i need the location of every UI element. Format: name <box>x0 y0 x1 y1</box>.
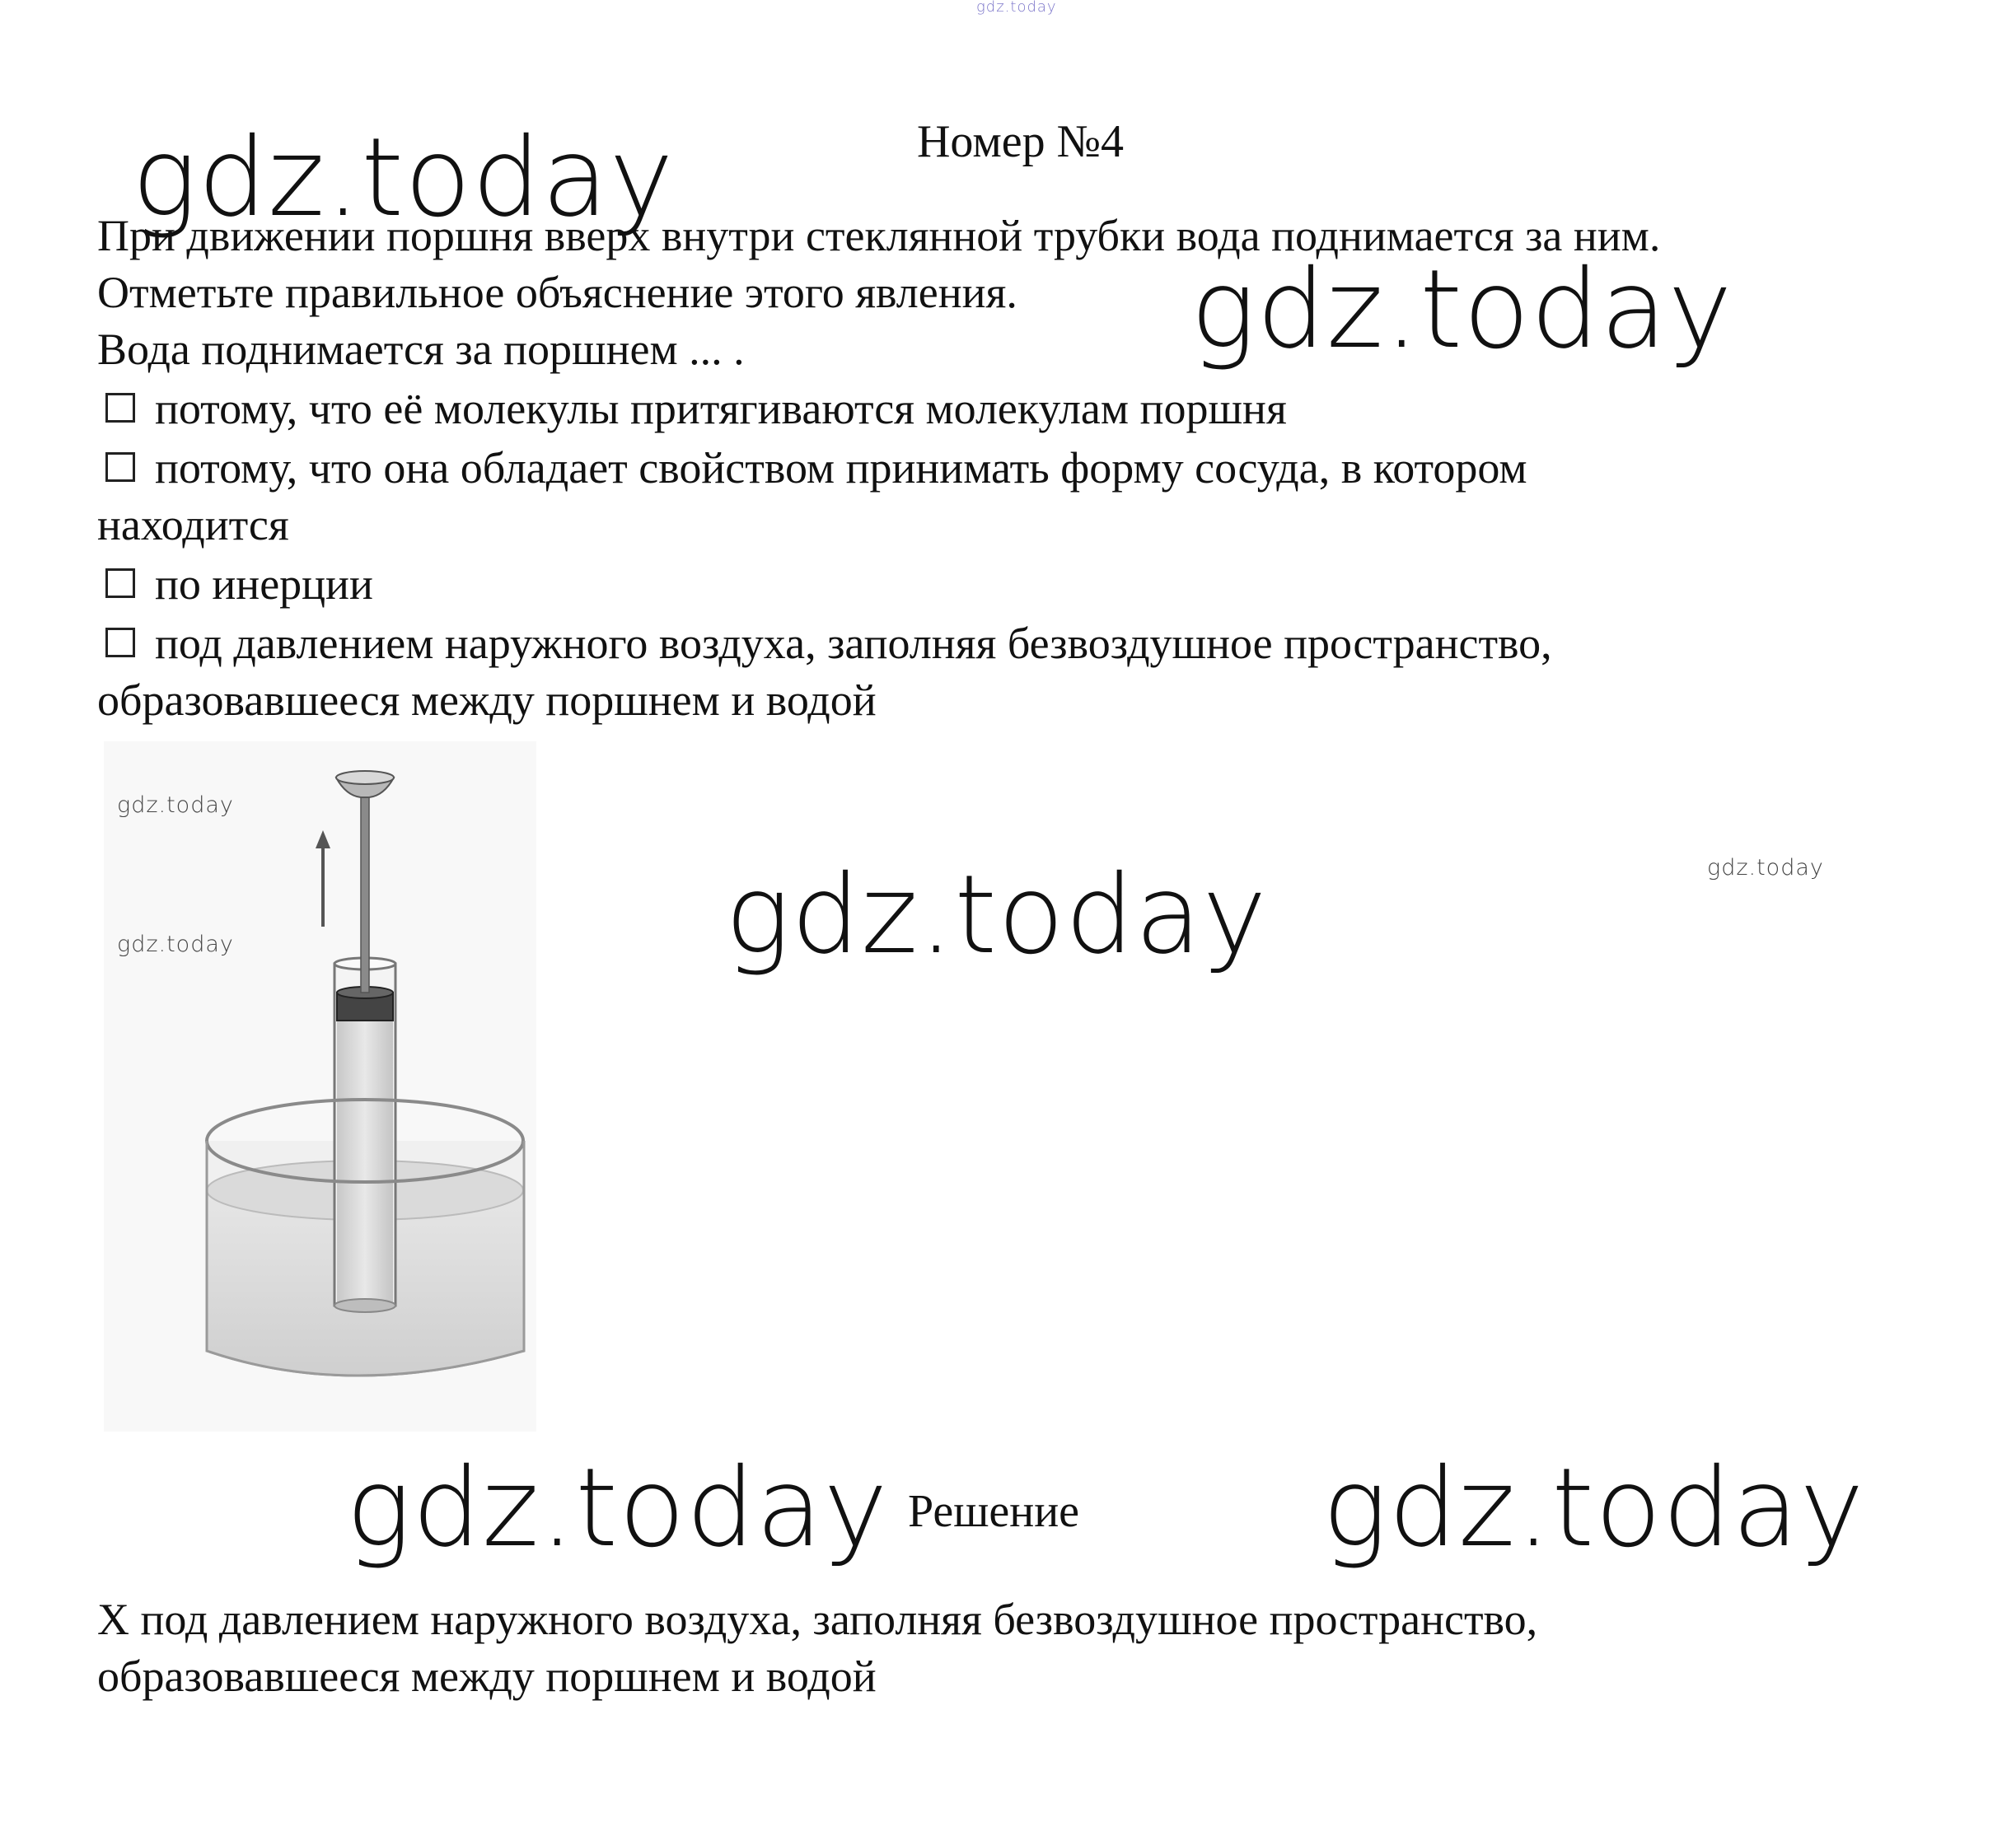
option <box>97 615 1967 729</box>
watermark-large: gdz.today <box>725 852 1268 979</box>
option-checkbox[interactable] <box>105 568 135 598</box>
option <box>97 556 1967 613</box>
watermark-small: gdz.today <box>117 932 234 957</box>
option-text: потому, что она обладает свойством принимать форму сосуда, в котором <box>155 443 1527 493</box>
watermark-large: gdz.today <box>346 1445 889 1572</box>
option-text-cont: образовавшееся между поршнем и водой <box>97 675 877 725</box>
answer-line: Х под давлением наружного воздуха, заполняя безвоздушное пространство, <box>97 1595 1538 1644</box>
watermark-large: gdz.today <box>132 114 675 241</box>
solution-answer <box>97 1591 1537 1705</box>
piston-diagram <box>104 741 536 1432</box>
option-text: под давлением наружного воздуха, заполняя безвоздушное пространство, <box>155 619 1552 668</box>
watermark-large: gdz.today <box>1322 1445 1865 1572</box>
watermark-small: gdz.today <box>117 792 234 818</box>
option-text-cont: находится <box>97 500 289 549</box>
question-line: Отметьте правильное объяснение этого явления. <box>97 268 1017 317</box>
option-checkbox[interactable] <box>105 452 135 482</box>
option <box>97 381 1967 437</box>
option <box>97 440 1967 554</box>
option-text: потому, что её молекулы притягиваются молекулам поршня <box>155 384 1287 433</box>
option-checkbox[interactable] <box>105 628 135 657</box>
answer-line: образовавшееся между поршнем и водой <box>97 1651 877 1701</box>
watermark-small: gdz.today <box>1707 855 1824 881</box>
watermark-large: gdz.today <box>1190 246 1733 373</box>
option-checkbox[interactable] <box>105 393 135 423</box>
option-text: по инерции <box>155 559 373 609</box>
solution-heading: Решение <box>908 1486 1080 1537</box>
question-line: Вода поднимается за поршнем ... . <box>97 325 745 374</box>
question-block <box>97 208 1967 729</box>
page-title: Номер №4 <box>916 116 1125 167</box>
watermark-top: gdz.today <box>976 0 1057 16</box>
piston-illustration <box>104 741 536 1432</box>
question-line: При движении поршня вверх внутри стеклянной трубки вода поднимается за ним. <box>97 211 1661 260</box>
